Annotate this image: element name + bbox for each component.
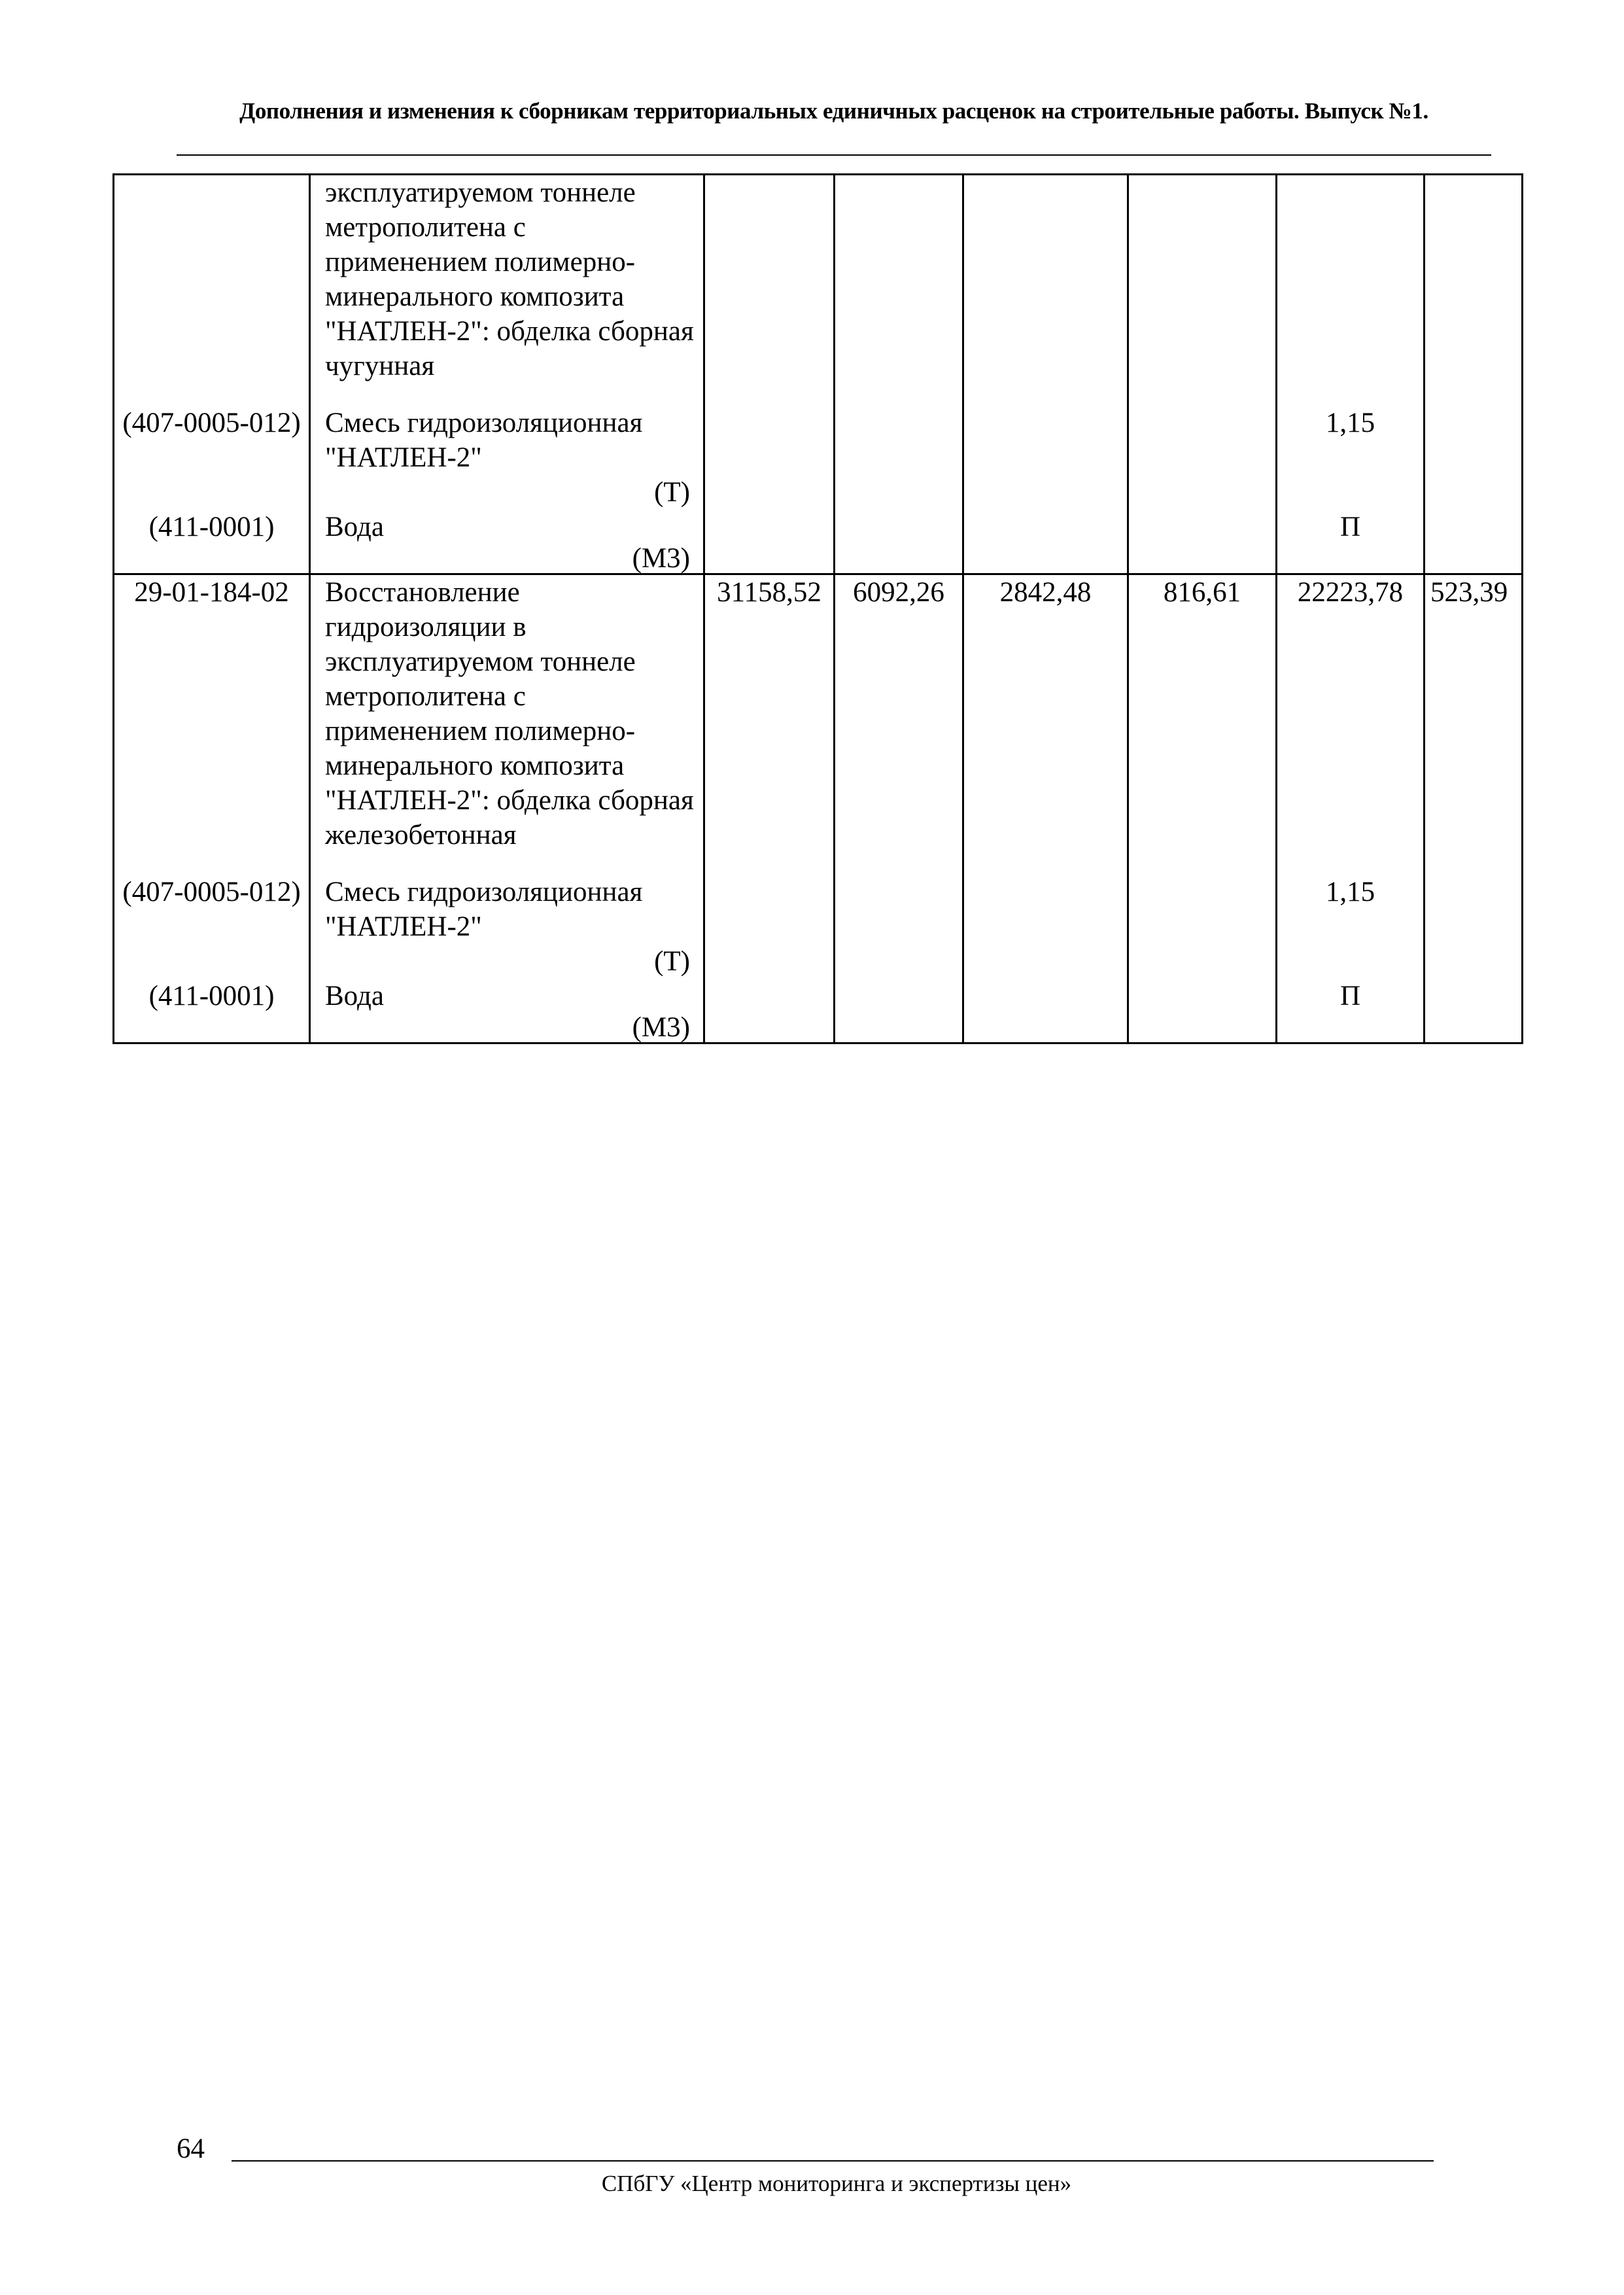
unit-label: (М3) (632, 1012, 690, 1043)
unit-label: (М3) (632, 543, 690, 574)
value-cell: 523,39 (1425, 574, 1523, 875)
description-cell (310, 574, 704, 875)
value-cell: П (1277, 979, 1425, 1043)
rates-table (112, 173, 1523, 1044)
code-cell: (407-0005-012) (114, 406, 310, 510)
value-cell: 1,15 (1277, 875, 1425, 979)
code-cell: (411-0001) (114, 979, 310, 1043)
header-rule (177, 154, 1491, 156)
table-row (114, 979, 1523, 1043)
value-cell (835, 175, 963, 406)
table-row (114, 574, 1523, 875)
description-text: Смесь гидроизоляционная "НАТЛЕН-2" (325, 877, 643, 942)
code-cell: (407-0005-012) (114, 875, 310, 979)
description-cell (310, 175, 704, 406)
table-row (114, 175, 1523, 406)
description-text: Восстановление гидроизоляции в эксплуатируемом тоннеле метрополитена с применением полимерно-минерального композита "НАТЛЕН-2": обделка сборная железобетонная (325, 577, 694, 850)
description-cell (310, 406, 704, 510)
unit-label: (Т) (654, 477, 690, 508)
description-cell (310, 875, 704, 979)
table-row (114, 510, 1523, 574)
value-cell: 22223,78 (1277, 574, 1425, 875)
description-text: Вода (325, 512, 384, 542)
value-cell: 2842,48 (963, 574, 1128, 875)
value-cell: 6092,26 (835, 574, 963, 875)
value-cell (1425, 175, 1523, 406)
footer-rule (232, 2160, 1434, 2162)
page-header: Дополнения и изменения к сборникам территориальных единичных расценок на строительные работы. Выпуск №1. (239, 98, 1428, 124)
value-cell (963, 175, 1128, 406)
value-cell: П (1277, 510, 1425, 574)
footer-organization: СПбГУ «Центр мониторинга и экспертизы цен» (601, 2171, 1072, 2196)
table-row (114, 406, 1523, 510)
value-cell (1128, 175, 1277, 406)
description-cell (310, 979, 704, 1043)
value-cell: 1,15 (1277, 406, 1425, 510)
description-text: Смесь гидроизоляционная "НАТЛЕН-2" (325, 408, 643, 473)
value-cell (704, 175, 835, 406)
value-cell: 31158,52 (704, 574, 835, 875)
table-row (114, 875, 1523, 979)
page-number: 64 (177, 2133, 205, 2164)
value-cell (1277, 175, 1425, 406)
code-cell (114, 175, 310, 406)
code-cell: (411-0001) (114, 510, 310, 574)
value-cell: 816,61 (1128, 574, 1277, 875)
unit-label: (Т) (654, 946, 690, 977)
description-text: эксплуатируемом тоннеле метрополитена с применением полимерно-минерального композита "НАТЛЕН-2": обделка сборная чугунная (325, 177, 694, 381)
code-cell: 29-01-184-02 (114, 574, 310, 875)
description-cell (310, 510, 704, 574)
description-text: Вода (325, 981, 384, 1011)
